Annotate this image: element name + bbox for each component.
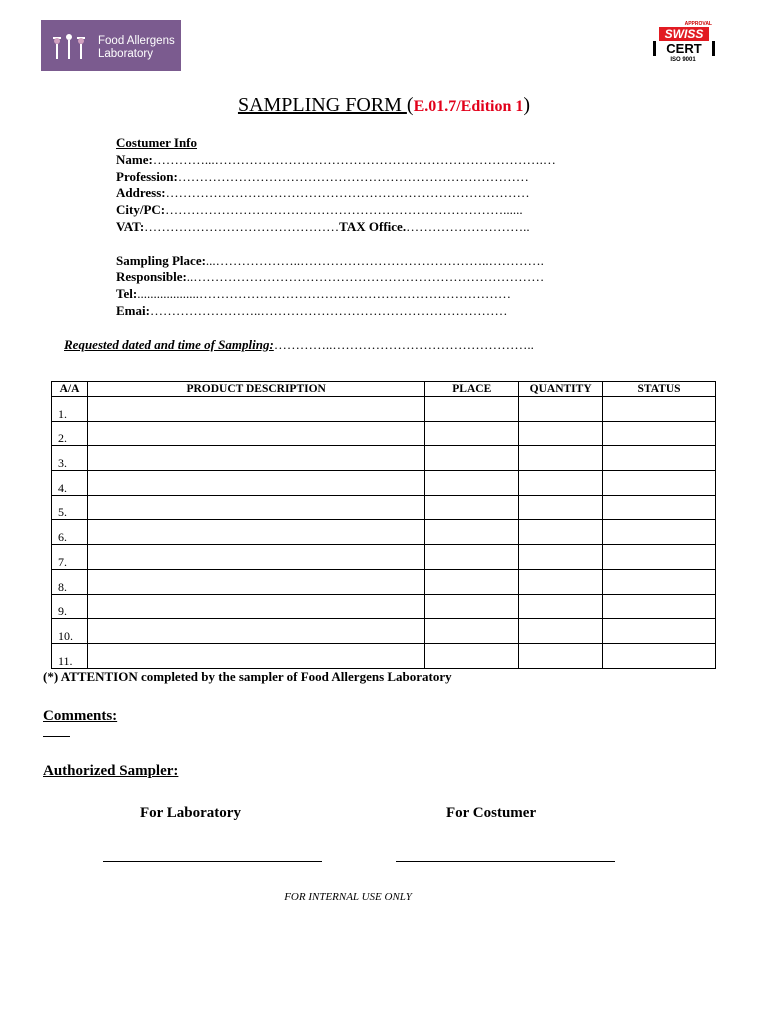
lab-logo-line1: Food Allergens (98, 35, 175, 47)
lab-logo (41, 20, 181, 71)
laboratory-signature-line[interactable] (103, 861, 322, 862)
vat-label: VAT: (116, 218, 145, 234)
product-description-cell[interactable] (87, 446, 424, 471)
row-number: 8. (52, 569, 88, 594)
status-cell[interactable] (603, 471, 716, 496)
place-cell[interactable] (425, 594, 519, 619)
comments-heading: Comments: (43, 708, 118, 724)
product-description-cell[interactable] (87, 619, 424, 644)
product-description-cell[interactable] (87, 545, 424, 570)
table-row (52, 446, 716, 471)
cert-label: CERT (653, 41, 715, 56)
table-row (52, 421, 716, 446)
col-header-place: PLACE (425, 382, 519, 397)
lab-logo-line2: Laboratory (98, 48, 153, 60)
place-cell[interactable] (425, 643, 519, 668)
tel-field[interactable] (116, 286, 556, 303)
vat-field[interactable] (116, 219, 556, 236)
quantity-cell[interactable] (519, 545, 603, 570)
product-description-cell[interactable] (87, 397, 424, 422)
sampling-date-label: Requested dated and time of Sampling: (64, 337, 274, 352)
address-field[interactable] (116, 185, 556, 202)
profession-label: Profession: (116, 168, 178, 184)
table-row (52, 643, 716, 668)
city-label: City/PC: (116, 202, 166, 218)
tax-office-label: TAX Office. (339, 218, 407, 234)
sampling-place-field[interactable] (116, 253, 556, 270)
row-number: 7. (52, 545, 88, 570)
responsible-label: Responsible: (116, 269, 187, 285)
city-dots: ……………………………………………………………………...... (165, 202, 523, 218)
table-row (52, 471, 716, 496)
status-cell[interactable] (603, 643, 716, 668)
table-row (52, 594, 716, 619)
status-cell[interactable] (603, 520, 716, 545)
status-cell[interactable] (603, 545, 716, 570)
place-cell[interactable] (425, 569, 519, 594)
status-cell[interactable] (603, 397, 716, 422)
attention-note: (*) ATTENTION completed by the sampler of Food Allergens Laboratory (43, 669, 452, 684)
product-description-cell[interactable] (87, 421, 424, 446)
spacer (116, 236, 556, 253)
name-label: Name: (116, 151, 153, 167)
city-field[interactable] (116, 202, 556, 219)
table-header-row (52, 382, 716, 397)
lab-logo-icon (51, 32, 93, 60)
responsible-dots: ..……………………………………………………………………… (186, 269, 545, 285)
iso-label: ISO 9001 (670, 57, 696, 63)
place-cell[interactable] (425, 397, 519, 422)
row-number: 9. (52, 594, 88, 619)
status-cell[interactable] (603, 446, 716, 471)
approval-label: APPROVAL (684, 21, 712, 27)
quantity-cell[interactable] (519, 446, 603, 471)
row-number: 2. (52, 421, 88, 446)
place-cell[interactable] (425, 421, 519, 446)
tel-dots: ...................……………………………………………………………… (137, 286, 511, 302)
status-cell[interactable] (603, 421, 716, 446)
table-row (52, 619, 716, 644)
row-number: 11. (52, 643, 88, 668)
table-row (52, 569, 716, 594)
name-dots: …………...………………………………………………………………….… (152, 151, 556, 167)
product-table (51, 381, 716, 669)
address-label: Address: (116, 185, 166, 201)
vat-dots: ……………………………………… (144, 218, 340, 234)
place-cell[interactable] (425, 619, 519, 644)
place-cell[interactable] (425, 446, 519, 471)
table-row (52, 545, 716, 570)
title-open: ( (406, 94, 414, 116)
quantity-cell[interactable] (519, 569, 603, 594)
tel-label: Tel: (116, 286, 138, 302)
name-field[interactable] (116, 152, 556, 169)
email-dots: ……………………..………………………………………………… (149, 302, 508, 318)
for-laboratory-label: For Laboratory (140, 805, 241, 821)
place-cell[interactable] (425, 495, 519, 520)
sampling-date-field[interactable] (64, 337, 534, 353)
internal-use-note: FOR INTERNAL USE ONLY (284, 891, 412, 903)
place-cell[interactable] (425, 545, 519, 570)
col-header-quantity: QUANTITY (519, 382, 603, 397)
row-number: 4. (52, 471, 88, 496)
quantity-cell[interactable] (519, 495, 603, 520)
tax-office-dots: ……………………….. (406, 218, 530, 234)
place-cell[interactable] (425, 520, 519, 545)
quantity-cell[interactable] (519, 643, 603, 668)
col-header-aa: A/A (52, 382, 88, 397)
product-description-cell[interactable] (87, 643, 424, 668)
product-description-cell[interactable] (87, 594, 424, 619)
product-description-cell[interactable] (87, 471, 424, 496)
row-number: 5. (52, 495, 88, 520)
status-cell[interactable] (603, 495, 716, 520)
quantity-cell[interactable] (519, 520, 603, 545)
address-dots: ………………………………………………………………………… (165, 185, 530, 201)
swiss-cert-logo (640, 20, 726, 72)
row-number: 10. (52, 619, 88, 644)
for-costumer-label: For Costumer (446, 805, 537, 821)
status-cell[interactable] (603, 594, 716, 619)
authorized-sampler-heading: Authorized Sampler: (43, 763, 179, 779)
customer-info-header: Costumer Info (116, 135, 198, 150)
quantity-cell[interactable] (519, 397, 603, 422)
swiss-label: SWISS (659, 27, 709, 41)
product-description-cell[interactable] (87, 520, 424, 545)
sampling-place-dots: ...………………..……………………………………..…………. (205, 252, 544, 268)
comments-line[interactable] (43, 736, 70, 737)
row-number: 3. (52, 446, 88, 471)
col-header-product-description: PRODUCT DESCRIPTION (87, 382, 424, 397)
row-number: 6. (52, 520, 88, 545)
product-description-cell[interactable] (87, 569, 424, 594)
product-description-cell[interactable] (87, 495, 424, 520)
title-close: ) (523, 94, 531, 116)
col-header-status: STATUS (603, 382, 716, 397)
responsible-field[interactable] (116, 269, 556, 286)
email-field[interactable] (116, 303, 556, 320)
quantity-cell[interactable] (519, 471, 603, 496)
profession-field[interactable] (116, 169, 556, 186)
title-edition: E.01.7/Edition 1 (413, 98, 524, 115)
email-label: Emai: (116, 302, 150, 318)
place-cell[interactable] (425, 471, 519, 496)
table-row (52, 495, 716, 520)
customer-info (116, 135, 556, 320)
row-number: 1. (52, 397, 88, 422)
status-cell[interactable] (603, 569, 716, 594)
quantity-cell[interactable] (519, 421, 603, 446)
quantity-cell[interactable] (519, 619, 603, 644)
title-main: SAMPLING FORM (237, 94, 407, 116)
page-title (0, 94, 768, 117)
quantity-cell[interactable] (519, 594, 603, 619)
table-row (52, 520, 716, 545)
profession-dots: ……………………………………………………………………… (177, 168, 529, 184)
sampling-date-dots: …………..……………………………………….. (273, 337, 534, 352)
sampling-place-label: Sampling Place: (116, 252, 206, 268)
costumer-signature-line[interactable] (396, 861, 615, 862)
status-cell[interactable] (603, 619, 716, 644)
table-row (52, 397, 716, 422)
